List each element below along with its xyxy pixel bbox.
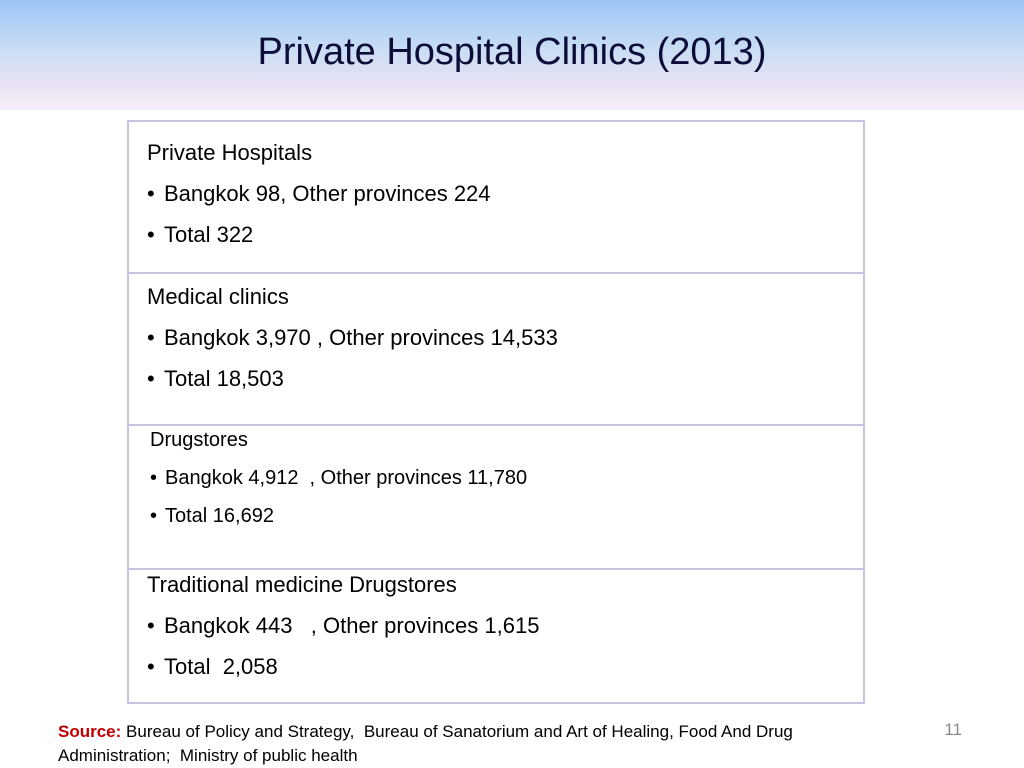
page-number: 11 xyxy=(944,720,962,739)
section-heading: Drugstores xyxy=(150,429,248,451)
bullet-icon: • xyxy=(147,222,155,247)
bullet-icon: • xyxy=(147,366,155,391)
list-item: • Total 322 xyxy=(147,222,254,247)
bullet-icon: • xyxy=(150,467,158,489)
list-item: • Bangkok 443 , Other provinces 1,615 xyxy=(147,613,540,638)
list-item: • Total 16,692 xyxy=(150,505,274,527)
list-item: • Total 18,503 xyxy=(147,366,284,391)
section-private-hospitals xyxy=(129,122,863,272)
bullet-icon: • xyxy=(147,654,155,679)
section-traditional-medicine-drugstores xyxy=(129,568,863,702)
source-note xyxy=(58,720,878,768)
section-drugstores xyxy=(129,424,863,568)
source-text: Bureau of Policy and Strategy, Bureau of Sanatorium and Art of Healing, Food And Drug Administration; Ministry of public health xyxy=(58,722,797,765)
bullet-icon: • xyxy=(147,325,155,350)
bullet-icon: • xyxy=(150,505,158,527)
bullet-icon: • xyxy=(147,181,155,206)
section-heading: Medical clinics xyxy=(147,284,289,309)
slide-title: Private Hospital Clinics (2013) xyxy=(257,31,767,73)
section-heading: Traditional medicine Drugstores xyxy=(147,572,457,597)
list-item: • Bangkok 3,970 , Other provinces 14,533 xyxy=(147,325,558,350)
bullet-icon: • xyxy=(147,613,155,638)
content-table xyxy=(127,120,865,704)
source-label: Source: xyxy=(58,722,122,741)
list-item: • Bangkok 98, Other provinces 224 xyxy=(147,181,491,206)
section-medical-clinics xyxy=(129,272,863,424)
section-heading: Private Hospitals xyxy=(147,140,313,165)
list-item: • Bangkok 4,912 , Other provinces 11,780 xyxy=(150,467,528,489)
list-item: • Total 2,058 xyxy=(147,654,278,679)
